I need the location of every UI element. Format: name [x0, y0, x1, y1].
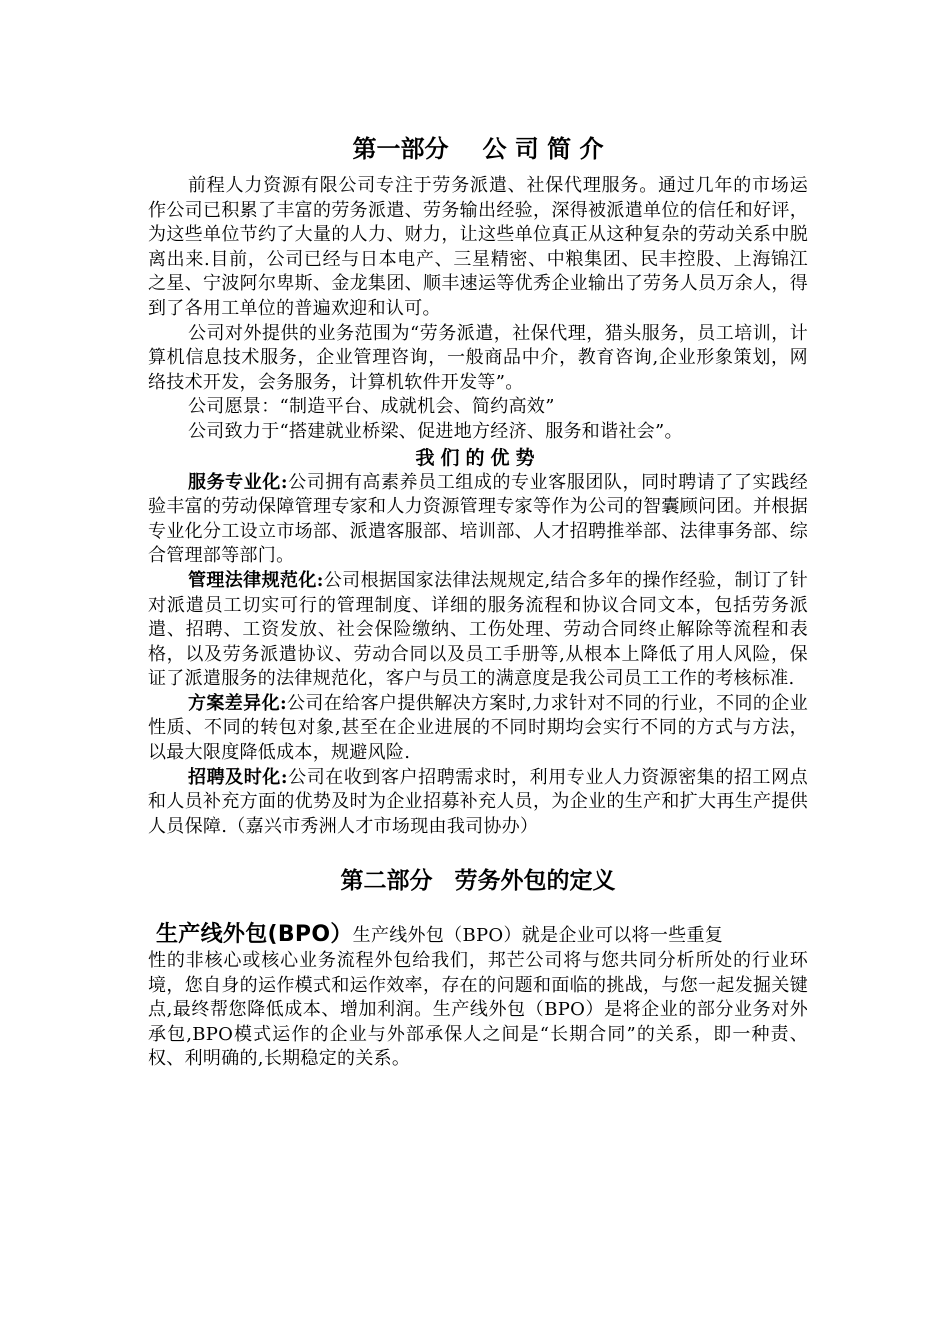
mission-paragraph: 公司致力于“搭建就业桥梁、促进地方经济、服务和谐社会”。 [188, 420, 683, 442]
bpo-body-text: 性的非核心或核心业务流程外包给我们，邦芒公司将与您共同分析所处的行业环境，您自身的运作模式和运作效率，存在的问题和面临的挑战，与您一起发掘关键点,最终帮您降低成本、增加利润。生产线外包（BPO）是将企业的部分业务对外承包,BPO模式运作的企业与外部承保人之间是“长期合同”的关系，即一种责、权、利明确的,长期稳定的关系。 [148, 950, 808, 1070]
intro-paragraph-2: 公司对外提供的业务范围为“劳务派遣，社保代理，猎头服务，员工培训，计算机信息技术服务，企业管理咨询，一般商品中介，教育咨询,企业形象策划，网络技术开发，会务服务，计算机软件开发等”。 [148, 322, 808, 393]
vision-paragraph: 公司愿景：“制造平台、成就机会、简约高效” [188, 396, 555, 418]
part2-heading-title: 劳务外包的定义 [454, 867, 616, 895]
advantage-item [148, 471, 808, 569]
advantage-label: 服务专业化: [188, 471, 288, 493]
advantage-label: 招聘及时化: [188, 766, 288, 788]
part1-heading-number: 第一部分 [352, 134, 449, 163]
bpo-first-text: 生产线外包（BPO）就是企业可以将一些重复 [352, 925, 724, 947]
advantage-text: 公司在收到客户招聘需求时，利用专业人力资源密集的招工网点和人员补充方面的优势及时为企业招募补充人员，为企业的生产和扩大再生产提供人员保障.（嘉兴市秀洲人才市场现由我司协办） [148, 766, 808, 837]
bpo-first-line [156, 923, 808, 949]
advantage-item [148, 766, 808, 840]
part1-heading [148, 132, 808, 166]
advantages-heading: 我们的优势 [415, 446, 541, 469]
advantage-item [148, 569, 808, 692]
advantage-text: 公司在给客户提供解决方案时,力求针对不同的行业，不同的企业性质、不同的转包对象,甚至在企业进展的不同时期均会实行不同的方式与方法，以最大限度降低成本，规避风险. [148, 692, 808, 764]
part2-heading [148, 865, 808, 897]
document-page [148, 132, 808, 1072]
advantage-label: 管理法律规范化: [188, 569, 324, 591]
advantage-item [148, 692, 808, 766]
advantage-text: 公司拥有高素养员工组成的专业客服团队，同时聘请了了实践经验丰富的劳动保障管理专家和人力资源管理专家等作为公司的智囊顾问团。并根据专业化分工设立市场部、派遣客服部、培训部、人才招聘推举部、法律事务部、综合管理部等部门。 [148, 471, 808, 567]
part2-heading-number: 第二部分 [340, 867, 433, 895]
bpo-section [148, 923, 808, 1072]
part1-heading-title: 公 司 简 介 [482, 134, 604, 163]
advantage-label: 方案差异化: [188, 692, 287, 714]
advantage-text: 公司根据国家法律法规规定,结合多年的操作经验，制订了针对派遣员工切实可行的管理制度、详细的服务流程和协议合同文本，包括劳务派遣、招聘、工资发放、社会保险缴纳、工伤处理、劳动合同终止解除等流程和表格，以及劳务派遣协议、劳动合同以及员工手册等,从根本上降低了用人风险，保证了派遣服务的法律规范化，客户与员工的满意度是我公司员工工作的考核标准. [148, 569, 808, 690]
bpo-title: 生产线外包(BPO） [156, 922, 353, 948]
intro-paragraph-1: 前程人力资源有限公司专注于劳务派遣、社保代理服务。通过几年的市场运作公司已积累了丰富的劳务派遣、劳务输出经验，深得被派遣单位的信任和好评，为这些单位节约了大量的人力、财力，让这些单位真正从这种复杂的劳动关系中脱离出来.目前，公司已经与日本电产、三星精密、中粮集团、民丰控股、上海锦江之星、宁波阿尔卑斯、金龙集团、顺丰速运等优秀企业输出了劳务人员万余人，得到了各用工单位的普遍欢迎和认可。 [148, 175, 808, 319]
